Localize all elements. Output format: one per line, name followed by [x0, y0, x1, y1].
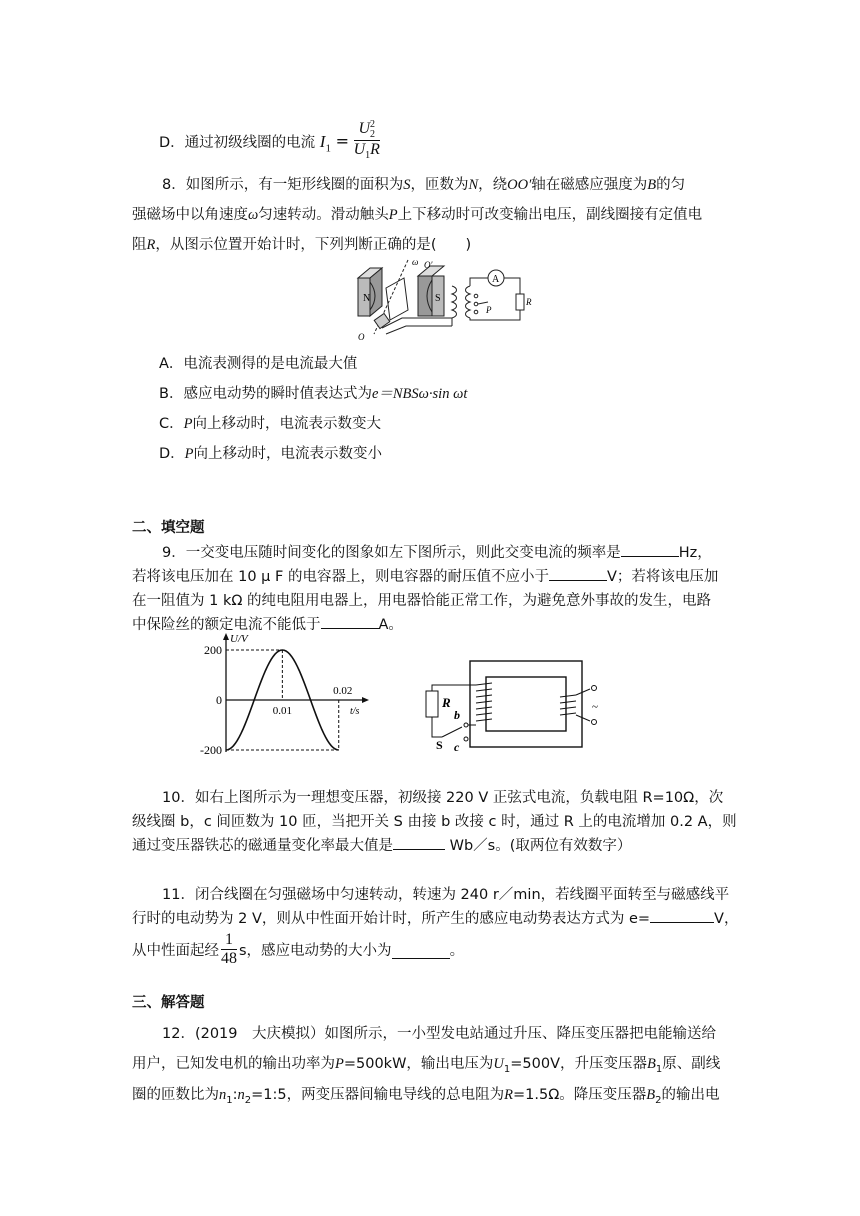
x-tick-label: 0.02 [333, 685, 353, 697]
q12-line-2: 用户，已知发电机的输出功率为P=500kW，输出电压为$U_1=500V$，升压变压器$B_1$原、副线 [132, 1056, 721, 1075]
svg-text:N: N [363, 293, 371, 304]
magnet-s [418, 266, 444, 316]
generator-figure [352, 258, 532, 342]
q8-option-b: B．感应电动势的瞬时值表达式为e＝NBSω·sin ωt [159, 386, 468, 402]
svg-text:b: b [454, 708, 460, 722]
transformer-figure [418, 655, 608, 755]
svg-text:O: O [358, 332, 365, 342]
svg-text:S: S [436, 738, 443, 752]
svg-text:ω: ω [412, 258, 419, 267]
q8-line-2: 强磁场中以角速度ω匀速转动。滑动触头P上下移动时可改变输出电压，副线圈接有定值电 [132, 207, 703, 223]
formula-i1: $I_1$ [319, 131, 331, 154]
x-axis-label: t/s [350, 706, 360, 717]
section-title-solve: 三、解答题 [132, 995, 205, 1011]
y-axis-label: U/V [230, 633, 248, 645]
q12-line-1: 12．(2019 大庆模拟）如图所示，一小型发电站通过升压、降压变压器把电能输送给 [162, 1026, 717, 1042]
q8-line-3: 阻R，从图示位置开始计时，下列判断正确的是( ) [132, 237, 472, 253]
y-tick-label: -200 [200, 743, 222, 755]
q11-line-1: 11．闭合线圈在匀强磁场中匀速转动，转速为 240 r／min，若线圈平面转至与磁感线平 [162, 887, 730, 903]
svg-text:P: P [486, 305, 492, 315]
svg-text:A: A [492, 274, 500, 285]
q11-fraction: $\frac{1}{48}$ [221, 930, 237, 967]
q9-line-4: 中保险丝的额定电流不能低于 A。 [132, 613, 403, 634]
q8-option-d: D．P向上移动时，电流表示数变小 [159, 446, 383, 462]
y-axis-arrow [223, 633, 229, 640]
magnet-n [358, 268, 382, 316]
x-axis-arrow [362, 697, 369, 703]
q8-line-1: 8．如图所示，有一矩形线圈的面积为S，匝数为N，绕OO′轴在磁感应强度为B的匀 [162, 177, 686, 193]
svg-text:O′: O′ [424, 260, 433, 270]
q12-line-3: 圈的匝数比为$n_1:n_2=1:5$，两变压器间输电导线的总电阻为R=1.5Ω。降压变压器$B_2$的输出电 [132, 1087, 720, 1106]
q9-line-1: 9．一交变电压随时间变化的图象如左下图所示，则此交变电流的频率是 Hz， [162, 541, 712, 562]
y-tick-label: 200 [204, 643, 222, 657]
x-tick-label: 0.01 [272, 705, 292, 717]
q10-line-2: 级线圈 b，c 间匝数为 10 匝，当把开关 S 由接 b 改接 c 时，通过 R 上的电流增加 0.2 A，则 [132, 814, 737, 830]
y-tick-label: 0 [216, 693, 222, 707]
q9-blank-3[interactable] [321, 614, 379, 629]
q10-blank[interactable] [393, 835, 445, 850]
q9-blank-2[interactable] [549, 566, 607, 581]
q9-line-2: 若将该电压加在 10 μ F 的电容器上，则电容器的耐压值不应小于 V；若将该电压加 [132, 565, 718, 586]
transformer-core [470, 661, 582, 747]
q8-option-c: C．P向上移动时，电流表示数变大 [159, 416, 381, 432]
q8-option-a: A．电流表测得的是电流最大值 [159, 356, 358, 372]
q11-line-3: 从中性面起经 $\frac{1}{48}$ s，感应电动势的大小为 。 [132, 930, 465, 967]
q10-line-3: 通过变压器铁芯的磁通量变化率最大值是 Wb／s。(取两位有效数字） [132, 834, 631, 855]
svg-text:S: S [435, 293, 441, 304]
svg-text:~: ~ [592, 701, 598, 713]
q9-blank-1[interactable] [621, 542, 679, 557]
svg-text:c: c [454, 740, 460, 754]
q11-blank-2[interactable] [392, 944, 450, 959]
section-title-fill-blank: 二、填空题 [132, 520, 205, 536]
svg-text:R: R [442, 695, 451, 710]
q9-line-3: 在一阻值为 1 kΩ 的纯电阻用电器上，用电器恰能正常工作，为避免意外事故的发生，电路 [132, 593, 712, 609]
formula-fraction: U 2 2 $U_1R$ [353, 119, 380, 162]
q10-line-1: 10．如右上图所示为一理想变压器，初级接 220 V 正弦式电流，负载电阻 R=10Ω，次 [162, 790, 724, 806]
voltage-chart [190, 630, 380, 755]
q11-blank-1[interactable] [650, 908, 714, 923]
svg-text:R: R [526, 297, 532, 307]
q7-option-d: D．通过初级线圈的电流 $I_1$ = U 2 2 $U_1R$ [159, 120, 380, 166]
q11-line-2: 行时的电动势为 2 V，则从中性面开始计时，所产生的感应电动势表达方式为 e= V， [132, 907, 738, 928]
